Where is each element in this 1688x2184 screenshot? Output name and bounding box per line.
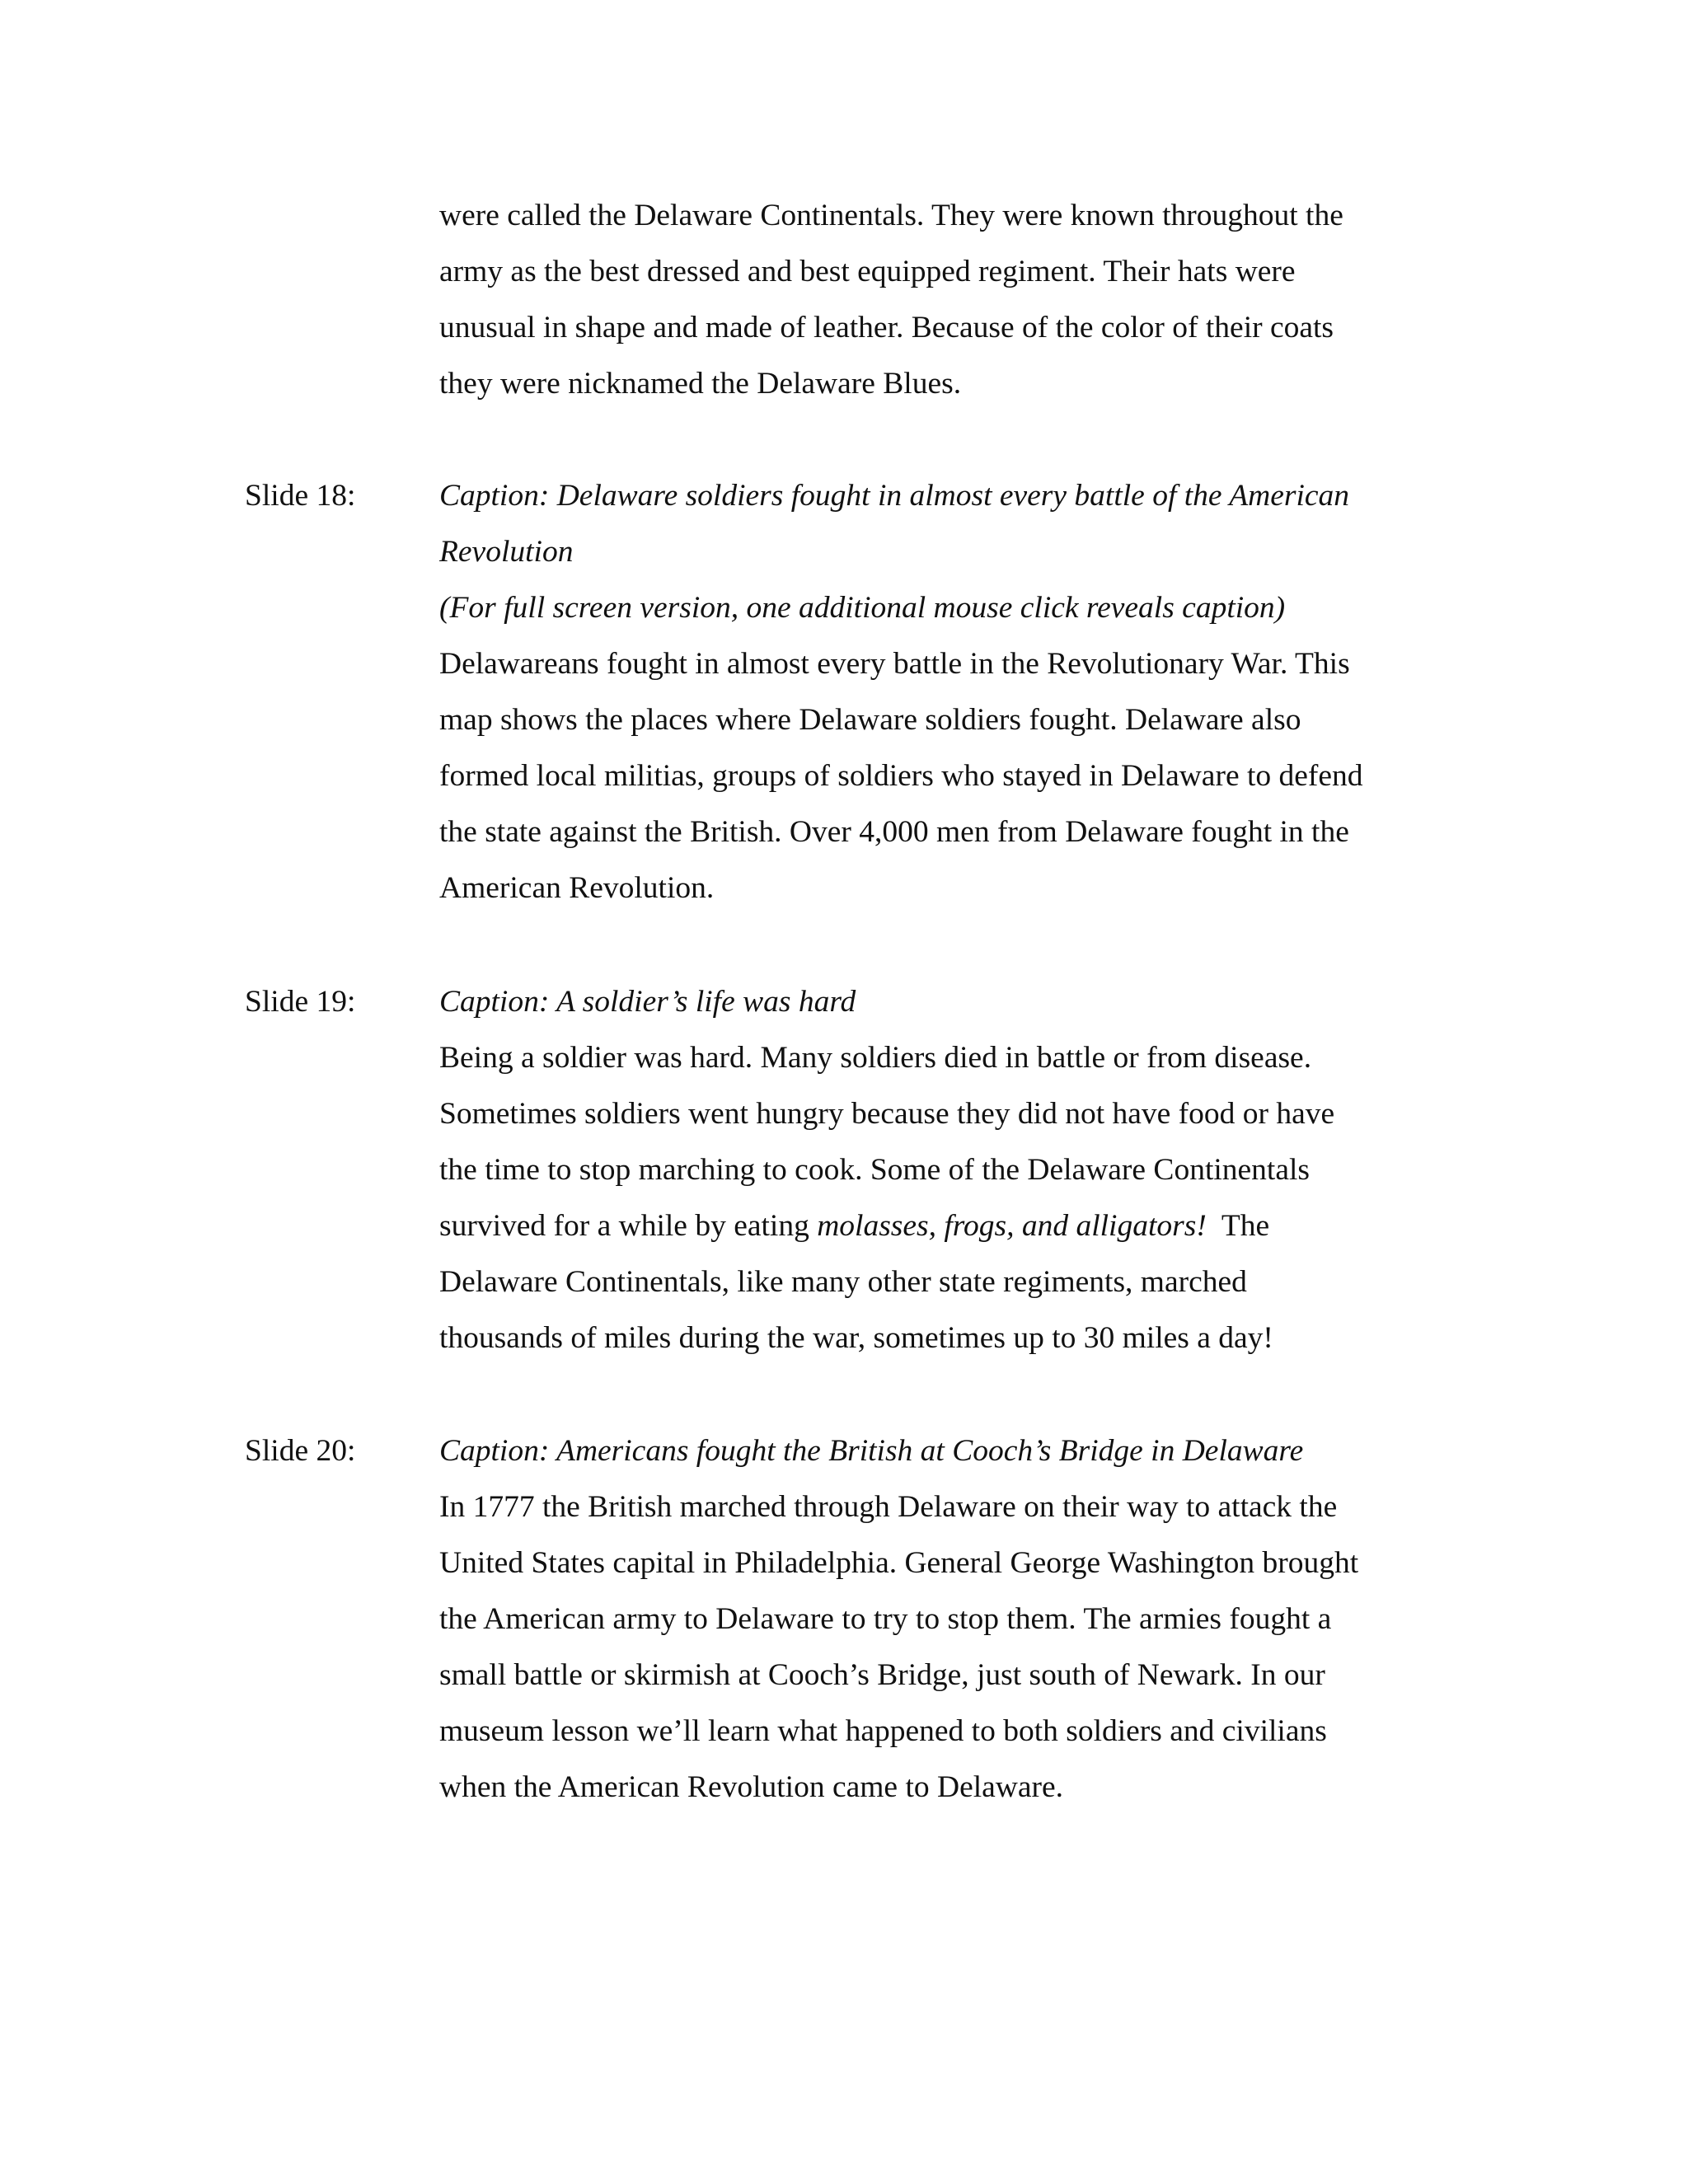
slide-19-caption: Caption: A soldier’s life was hard	[439, 985, 856, 1019]
body-text: survived for a while by eating	[439, 1209, 818, 1243]
slide-18-body-line: map shows the places where Delaware soldiers fought. Delaware also	[439, 703, 1301, 737]
slide-20-body-line: when the American Revolution came to Delaware.	[439, 1770, 1064, 1804]
slide-19-body-line: thousands of miles during the war, sometimes up to 30 miles a day!	[439, 1321, 1273, 1355]
intro-line: unusual in shape and made of leather. Because of the color of their coats	[439, 311, 1334, 344]
slide-19-body-line: Being a soldier was hard. Many soldiers died in battle or from disease.	[439, 1041, 1312, 1075]
slide-19-label: Slide 19:	[245, 985, 356, 1019]
slide-19-body-line: the time to stop marching to cook. Some of the Delaware Continentals	[439, 1153, 1311, 1187]
slide-20-body-line: small battle or skirmish at Cooch’s Bridge, just south of Newark. In our	[439, 1658, 1325, 1692]
intro-line: army as the best dressed and best equipped regiment. Their hats were	[439, 255, 1296, 288]
slide-18-caption: Caption: Delaware soldiers fought in almost every battle of the American	[439, 479, 1350, 513]
slide-19-body-line: Sometimes soldiers went hungry because they did not have food or have	[439, 1097, 1335, 1131]
slide-18-body-line: Delawareans fought in almost every battle in the Revolutionary War. This	[439, 647, 1350, 681]
slide-18-body-line: American Revolution.	[439, 871, 715, 905]
slide-18-body-line: formed local militias, groups of soldiers who stayed in Delaware to defend	[439, 759, 1363, 793]
slide-20-body-line: United States capital in Philadelphia. General George Washington brought	[439, 1546, 1359, 1580]
slide-20-label: Slide 20:	[245, 1434, 356, 1468]
slide-20-caption: Caption: Americans fought the British at Cooch’s Bridge in Delaware	[439, 1434, 1304, 1468]
emphasis-text: molasses, frogs, and alligators!	[817, 1209, 1207, 1243]
intro-line: were called the Delaware Continentals. They were known throughout the	[439, 199, 1343, 232]
slide-19-body-line: Delaware Continentals, like many other state regiments, marched	[439, 1265, 1247, 1299]
body-text: The	[1206, 1209, 1270, 1243]
slide-20-body-line: the American army to Delaware to try to stop them. The armies fought a	[439, 1602, 1332, 1636]
slide-18-caption: Revolution	[439, 535, 574, 569]
slide-18-label: Slide 18:	[245, 479, 356, 513]
slide-18-caption-note: (For full screen version, one additional mouse click reveals caption)	[439, 591, 1286, 625]
intro-line: they were nicknamed the Delaware Blues.	[439, 367, 962, 401]
slide-18-body-line: the state against the British. Over 4,000 men from Delaware fought in the	[439, 815, 1349, 849]
slide-19-body-line	[439, 1207, 1269, 1245]
slide-20-body-line: museum lesson we’ll learn what happened to both soldiers and civilians	[439, 1714, 1327, 1748]
slide-20-body-line: In 1777 the British marched through Delaware on their way to attack the	[439, 1490, 1338, 1524]
